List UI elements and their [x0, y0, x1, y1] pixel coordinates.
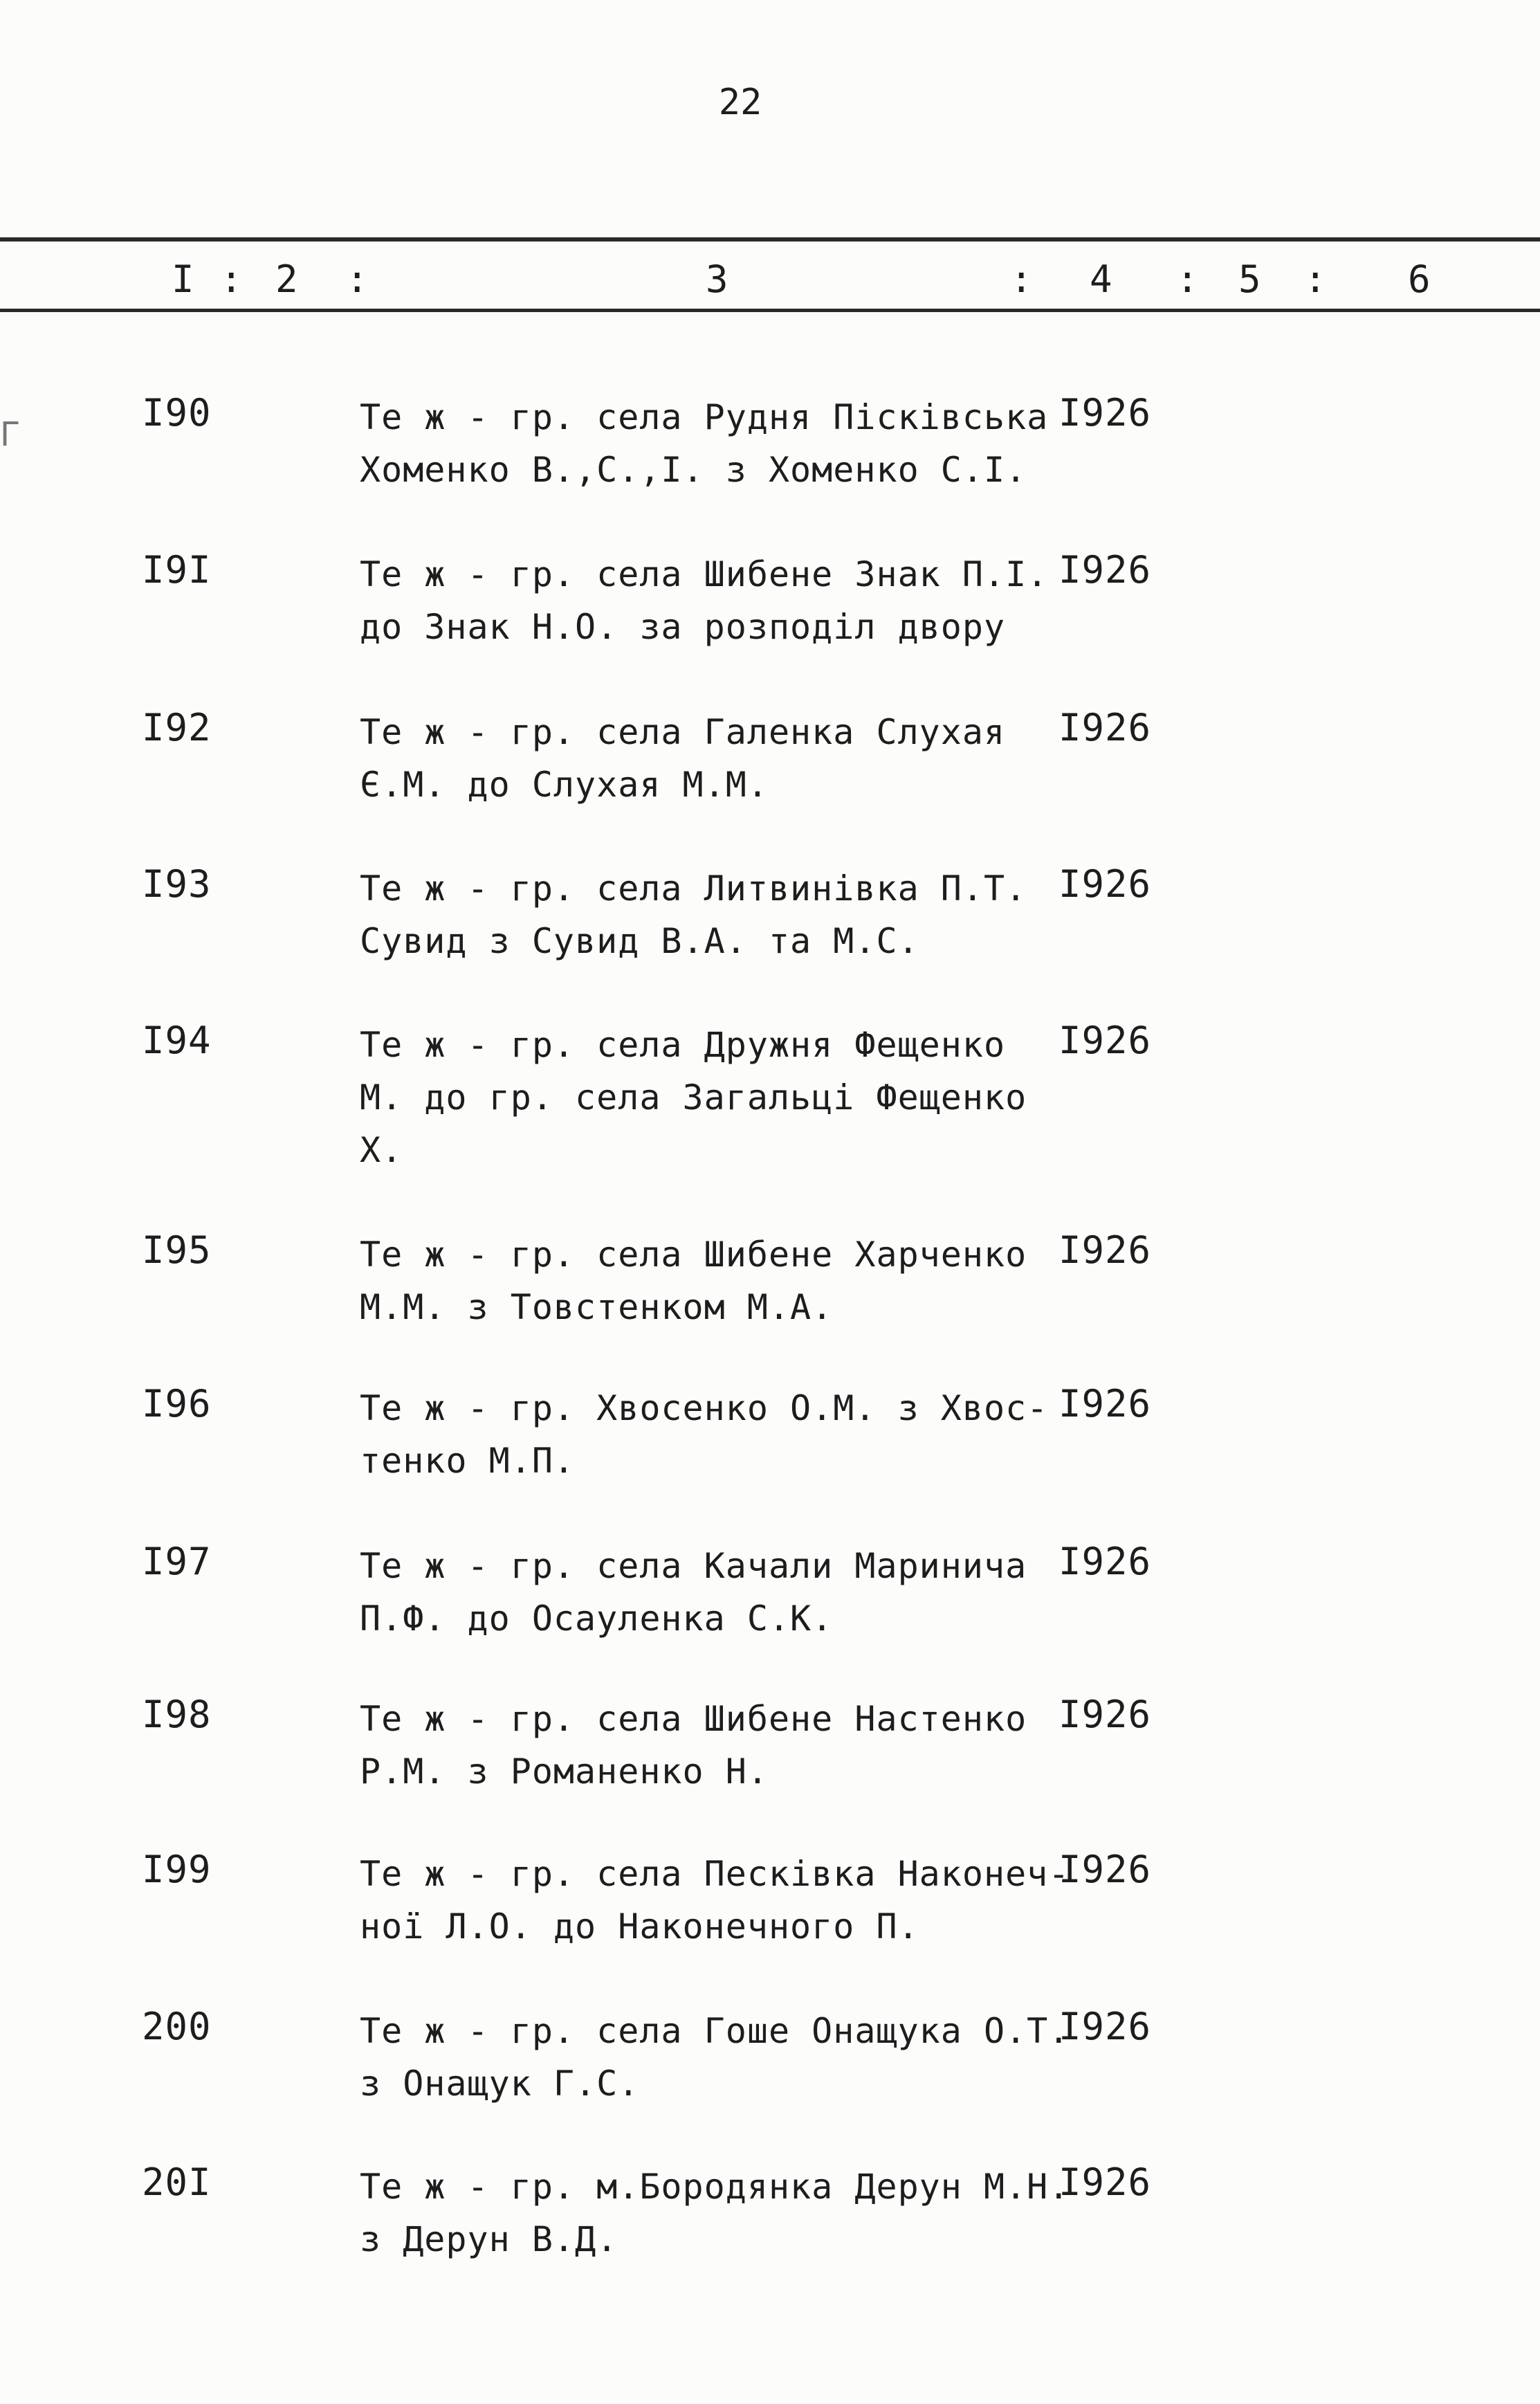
entry-description [360, 1693, 1052, 1798]
entry-description [360, 1382, 1052, 1487]
entry-year: I926 [1058, 1540, 1152, 1583]
entry-line: Те ж - гр. села Песківка Наконеч- [360, 1854, 1070, 1894]
entry-line: Те ж - гр. села Рудня Пісківська [360, 397, 1049, 437]
entry-description [360, 1228, 1052, 1333]
page-number: 22 [718, 82, 762, 123]
entry-number: 200 [142, 2005, 212, 2048]
entry-line: до Знак Н.О. за розподіл двору [360, 607, 1006, 647]
column-header-2: 2 [275, 257, 298, 301]
entry-line: Сувид з Сувид В.А. та М.С. [360, 921, 919, 961]
entry-line: Те ж - гр. м.Бородянка Дерун М.Н. [360, 2167, 1070, 2207]
entry-year: I926 [1058, 548, 1152, 592]
entry-line: М.М. з Товстенком М.А. [360, 1287, 834, 1327]
entry-number: I96 [142, 1382, 212, 1426]
column-separator: : [1176, 257, 1199, 301]
entry-number: I90 [142, 391, 212, 435]
entry-line: Те ж - гр. села Галенка Слухая [360, 712, 1006, 752]
column-header-5: 5 [1238, 257, 1261, 301]
margin-mark: ᒥ [0, 415, 19, 454]
header-top-rule [0, 237, 1540, 242]
entry-number: I9I [142, 548, 212, 592]
header-bottom-rule [0, 309, 1540, 312]
entry-number: I94 [142, 1019, 212, 1062]
entry-year: I926 [1058, 862, 1152, 906]
entry-line: з Дерун В.Д. [360, 2219, 618, 2259]
column-header-1: I [172, 257, 194, 301]
entry-year: I926 [1058, 1848, 1152, 1891]
entry-line: Те ж - гр. села Шибене Настенко [360, 1699, 1027, 1739]
entry-number: I93 [142, 862, 212, 906]
entry-line: Те ж - гр. села Шибене Харченко [360, 1235, 1027, 1275]
entry-year: I926 [1058, 2005, 1152, 2048]
entry-year: I926 [1058, 706, 1152, 749]
entry-number: I92 [142, 706, 212, 749]
entry-description [360, 1540, 1052, 1645]
entry-line: з Онащук Г.С. [360, 2064, 640, 2104]
entry-description [360, 706, 1052, 811]
entry-year: I926 [1058, 1382, 1152, 1426]
entry-year: I926 [1058, 391, 1152, 435]
entry-line: М. до гр. села Загальці Фещенко [360, 1077, 1027, 1118]
entry-description [360, 548, 1052, 653]
entry-number: I98 [142, 1693, 212, 1736]
column-separator: : [346, 257, 369, 301]
entry-line: Є.М. до Слухая М.М. [360, 765, 769, 805]
entry-description [360, 2160, 1070, 2266]
column-header-3: 3 [706, 257, 728, 301]
entry-line: Те ж - гр. села Шибене Знак П.І. [360, 554, 1049, 594]
column-separator: : [1304, 257, 1327, 301]
column-separator: : [220, 257, 243, 301]
entry-number: 20I [142, 2160, 212, 2204]
entry-year: I926 [1058, 1228, 1152, 1272]
entry-line: Те ж - гр. села Дружня Фещенко [360, 1025, 1006, 1065]
entry-description [360, 2005, 1070, 2110]
column-header-4: 4 [1090, 257, 1112, 301]
column-header-row [0, 257, 1540, 299]
entry-line: Те ж - гр. Хвосенко О.М. з Хвос- [360, 1388, 1049, 1428]
column-separator: : [1010, 257, 1033, 301]
entry-number: I97 [142, 1540, 212, 1583]
entry-line: тенко М.П. [360, 1441, 576, 1481]
entry-year: I926 [1058, 2160, 1152, 2204]
entry-line: Те ж - гр. села Литвинівка П.Т. [360, 868, 1027, 909]
entry-description [360, 862, 1052, 967]
entry-line: ної Л.О. до Наконечного П. [360, 1906, 919, 1947]
entry-description [360, 391, 1052, 496]
entry-number: I99 [142, 1848, 212, 1891]
entry-year: I926 [1058, 1019, 1152, 1062]
entry-line: Те ж - гр. села Качали Маринича [360, 1546, 1027, 1586]
entry-year: I926 [1058, 1693, 1152, 1736]
entry-line: Р.М. з Романенко Н. [360, 1751, 769, 1792]
entry-description [360, 1848, 1070, 1953]
entry-line: Те ж - гр. села Гоше Онащука О.Т. [360, 2011, 1070, 2051]
entry-description [360, 1019, 1052, 1176]
entry-number: I95 [142, 1228, 212, 1272]
entry-line: П.Ф. до Осауленка С.К. [360, 1599, 834, 1639]
entry-line: Х. [360, 1130, 403, 1170]
entry-line: Хоменко В.,С.,І. з Хоменко С.І. [360, 450, 1027, 490]
column-header-6: 6 [1408, 257, 1431, 301]
